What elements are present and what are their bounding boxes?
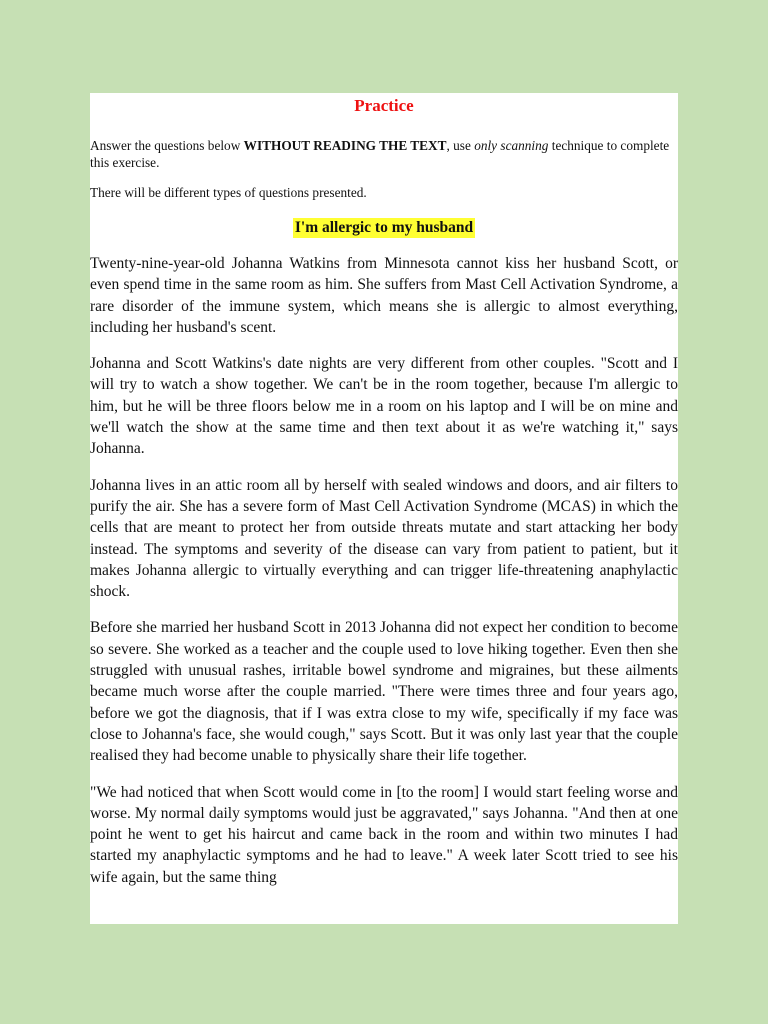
article-paragraph-3: Johanna lives in an attic room all by herself with sealed windows and doors, and air filters to purify the air. She has a severe form of Mast Cell Activation Syndrome (MCAS) in which the cells that are meant to protect her from outside threats mutate and start attacking her body instead. The symptoms and severity of the disease can vary from patient to patient, but it makes Johanna allergic to virtually everything and can trigger life-threatening anaphylactic shock.	[90, 476, 678, 601]
article-heading-wrap	[90, 218, 678, 242]
instructions-italic: only scanning	[474, 138, 549, 153]
page-title: Practice	[354, 96, 414, 115]
instructions-part1: Answer the questions below	[90, 138, 244, 153]
article-paragraph-2: Johanna and Scott Watkins's date nights are very different from other couples. "Scott and I will try to watch a show together. We can't be in the room together, because I'm allergic to him, but he will be three floors below me in a room on his laptop and I will be on mine and we'll watch the show at the same time and then text about it as we're watching it," says Johanna.	[90, 355, 678, 458]
article-heading: I'm allergic to my husband	[294, 219, 474, 236]
instructions-note: There will be different types of questions presented.	[90, 185, 367, 200]
instructions-part2: , use	[446, 138, 475, 153]
instructions	[90, 137, 678, 171]
article-paragraph-5: "We had noticed that when Scott would come in [to the room] I would start feeling worse and worse. My normal daily symptoms would just be aggravated," says Johanna. "And then at one point he went to get his haircut and came back in the room and within two minutes I had started my anaphylactic symptoms and he had to leave." A week later Scott tried to see his wife again, but the same thing	[90, 783, 678, 886]
article-paragraph-4: Before she married her husband Scott in 2013 Johanna did not expect her condition to become so severe. She worked as a teacher and the couple used to love hiking together. Even then she struggled with unusual rashes, irritable bowel syndrome and migraines, but these ailments became much worse after the couple married. "There were times three and four years ago, before we got the diagnosis, that if I was extra close to my wife, specifically if my face was close to Johanna's face, she would cough," says Scott. But it was only last year that the couple realised they had become unable to physically share their life together.	[90, 619, 678, 765]
document-page	[90, 93, 678, 924]
instructions-part3: technique to complete this exercise.	[90, 138, 670, 170]
article-paragraph-1: Twenty-nine-year-old Johanna Watkins from Minnesota cannot kiss her husband Scott, or even spend time in the same room as him. She suffers from Mast Cell Activation Syndrome, a rare disorder of the immune system, which means she is allergic to almost everything, including her husband's scent.	[90, 255, 678, 336]
instructions-bold: WITHOUT READING THE TEXT	[243, 138, 447, 153]
